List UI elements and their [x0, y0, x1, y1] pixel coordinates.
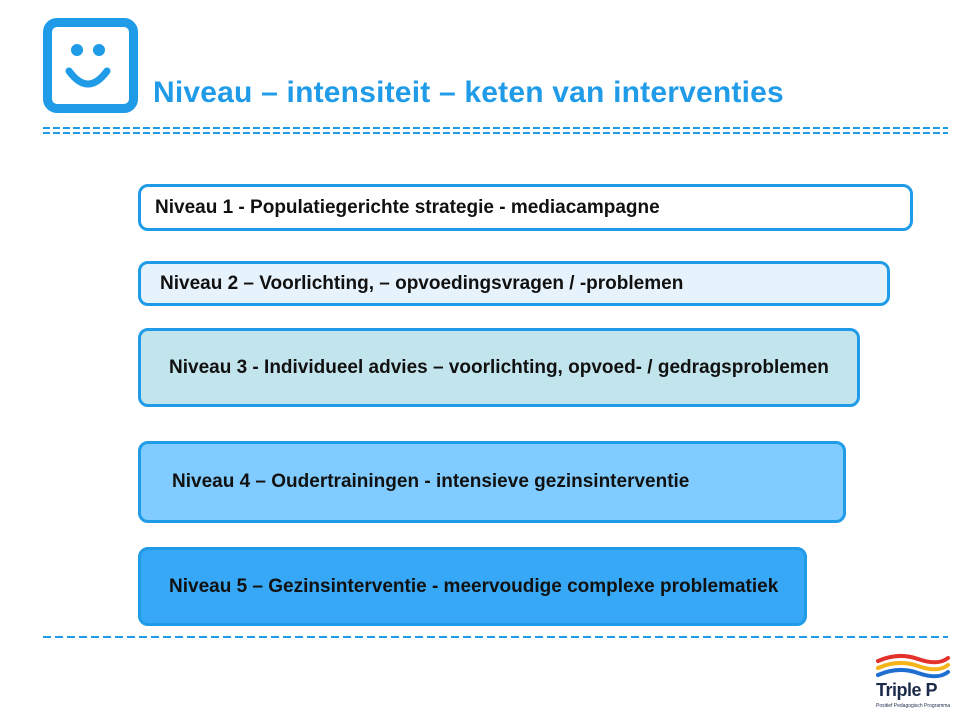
level-4-box: [138, 441, 846, 523]
logo-tagline: Positief Pedagogisch Programma: [876, 703, 951, 709]
smiley-icon: [43, 18, 138, 113]
level-2-box: [138, 261, 890, 306]
level-5-label: Niveau 5 – Gezinsinterventie - meervoudige complexe problematiek: [169, 575, 779, 597]
logo-wordmark: Triple P: [876, 680, 938, 700]
level-5-box: [138, 547, 807, 626]
level-2-label: Niveau 2 – Voorlichting, – opvoedingsvragen / -problemen: [160, 272, 684, 294]
level-1-box: [138, 184, 913, 231]
level-4-label: Niveau 4 – Oudertrainingen - intensieve gezinsinterventie: [172, 471, 690, 492]
page-title: Niveau – intensiteit – keten van interventies: [153, 76, 784, 109]
triple-p-logo-icon: [872, 653, 952, 681]
level-3-box: [138, 328, 860, 407]
level-3-label: Niveau 3 - Individueel advies – voorlichting, opvoed- / gedragsproblemen: [169, 356, 829, 378]
bottom-divider: [43, 636, 948, 638]
top-divider: [43, 127, 948, 135]
level-1-label: Niveau 1 - Populatiegerichte strategie - mediacampagne: [155, 196, 660, 218]
triple-p-logo: [872, 653, 952, 715]
